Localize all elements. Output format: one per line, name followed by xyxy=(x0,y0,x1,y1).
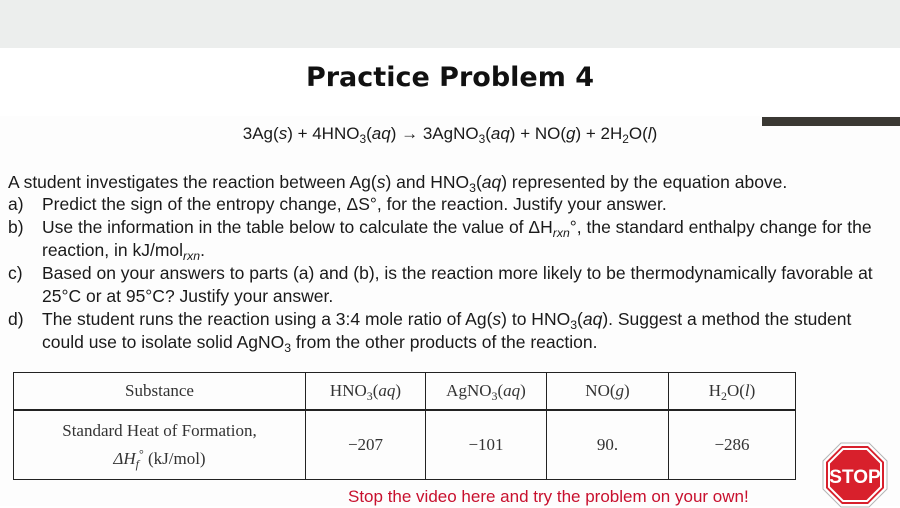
question-part-b: b) Use the information in the table below to calculate the value of $\Delta H_{rxn}^\circ$, the standard enthalpy change for the reaction, in kJ/mol$_{rxn}$. xyxy=(8,217,872,263)
header-agno3: AgNO$_3$(aq) xyxy=(426,373,547,411)
header-h2o: $H_2O(l)$ xyxy=(669,373,796,411)
stop-sign-icon xyxy=(822,442,888,508)
header-hno3: $HNO_3(aq)$ xyxy=(306,373,426,411)
value-agno3: −101 xyxy=(426,410,547,480)
page-title: Practice Problem 4 xyxy=(305,62,595,93)
stop-instruction: Stop the video here and try the problem on your own! xyxy=(348,487,749,506)
question-part-c: c) Based on your answers to parts (a) and (b), is the reaction more likely to be thermodynamically favorable at 25°C or at 95°C? Justify your answer. xyxy=(8,263,873,306)
chemical-equation: $3Ag(s) + 4HNO_3(aq)$ → 3AgNO$_3$(aq) + $NO(g) + 2H_2O(l)$ xyxy=(242,124,658,146)
header-no: NO(g) xyxy=(547,373,669,411)
question-parts xyxy=(8,193,893,354)
table-row xyxy=(14,410,796,480)
problem-intro: A student investigates the reaction between Ag(s) and $HNO_3(aq)$ represented by the equation above. xyxy=(8,172,788,195)
row-label: Standard Heat of Formation, $\Delta H_f^\circ$ (kJ/mol) xyxy=(14,410,306,480)
top-bar xyxy=(0,0,900,48)
value-no: 90. xyxy=(547,410,669,480)
table-header-row xyxy=(14,373,796,411)
value-hno3: −207 xyxy=(306,410,426,480)
question-part-a: a) Predict the sign of the entropy change, ΔS°, for the reaction. Justify your answer. xyxy=(8,194,667,214)
question-part-d: d) The student runs the reaction using a 3:4 mole ratio of Ag(s) to $HNO_3(aq)$. Suggest a method the student could use to isolate solid AgNO$_3$ from the other products of the reaction. xyxy=(8,309,852,355)
reaction-arrow: → xyxy=(401,124,419,143)
heat-of-formation-table xyxy=(13,372,796,480)
header-substance: Substance xyxy=(14,373,306,411)
value-h2o: −286 xyxy=(669,410,796,480)
stop-sign-text: STOP xyxy=(829,467,881,488)
